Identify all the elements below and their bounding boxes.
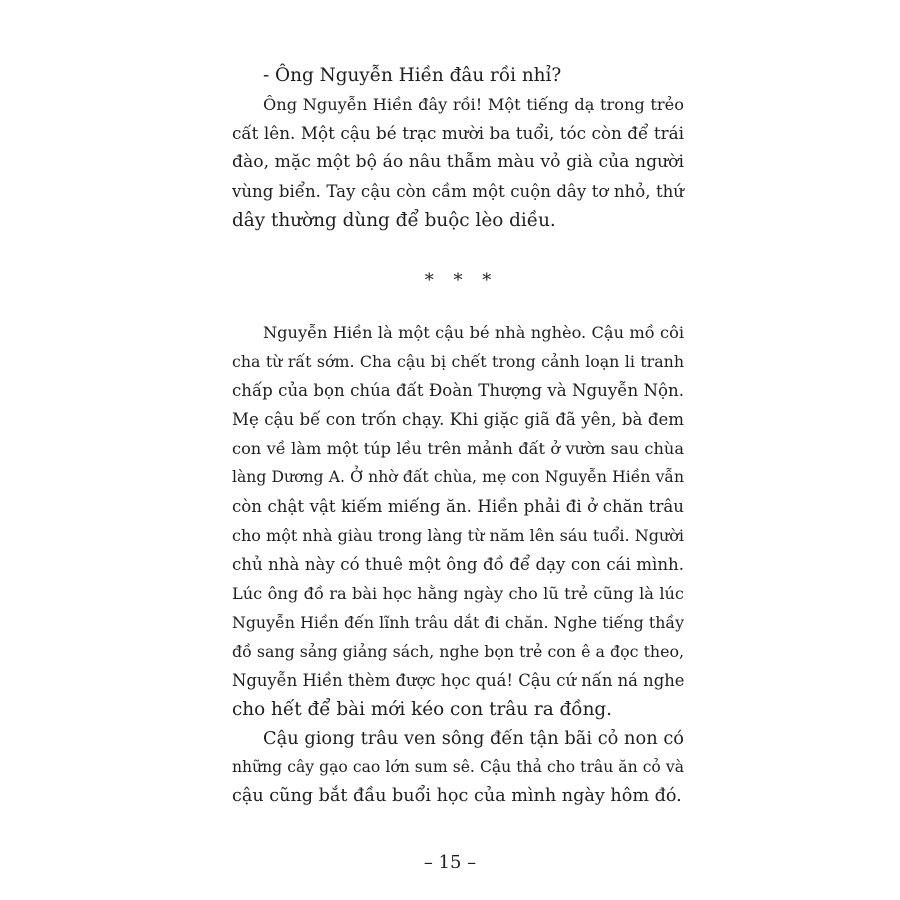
section-separator: * * * xyxy=(424,270,492,291)
text-line: Cậu giong trâu ven sông đến tận bãi cỏ non có xyxy=(263,728,684,749)
text-line: con về làm một túp lều trên mảnh đất ở vườn sau chùa xyxy=(232,439,684,458)
dialogue-line xyxy=(232,61,684,90)
text-line: vùng biển. Tay cậu còn cầm một cuộn dây tơ nhỏ, thứ xyxy=(232,182,684,201)
text-line: cất lên. Một cậu bé trạc mười ba tuổi, tóc còn để trái xyxy=(232,123,684,143)
text-line: Lúc ông đồ ra bài học hằng ngày cho lũ trẻ cũng là lúc xyxy=(232,584,684,603)
text-line: làng Dương A. Ở nhờ đất chùa, mẹ con Nguyễn Hiền vẫn xyxy=(232,468,684,486)
page-number: – 15 – xyxy=(423,852,477,873)
text-line: - Ông Nguyễn Hiền đâu rồi nhỉ? xyxy=(263,65,562,86)
text-line: đào, mặc một bộ áo nâu thẫm màu vỏ già của người xyxy=(232,152,684,172)
text-line: cho hết để bài mới kéo con trâu ra đồng. xyxy=(232,699,613,720)
text-line: cha từ rất sớm. Cha cậu bị chết trong cảnh loạn li tranh xyxy=(232,352,684,371)
text-line: chủ nhà này có thuê một ông đồ để dạy con cái mình. xyxy=(232,555,684,574)
text-line: cậu cũng bắt đầu buổi học của mình ngày hôm đó. xyxy=(232,786,682,806)
text-line: Nguyễn Hiền đến lĩnh trâu dắt đi chăn. Nghe tiếng thầy xyxy=(232,613,684,632)
text-line: những cây gạo cao lớn sum sê. Cậu thả cho trâu ăn cỏ và xyxy=(232,758,684,776)
text-line: Nguyễn Hiền thèm được học quá! Cậu cứ nấn ná nghe xyxy=(232,671,685,690)
text-line: Nguyễn Hiền là một cậu bé nhà nghèo. Cậu mồ côi xyxy=(263,323,684,342)
text-line: cho một nhà giàu trong làng từ năm lên sáu tuổi. Người xyxy=(232,526,684,545)
text-line: Ông Nguyễn Hiền đây rồi! Một tiếng dạ trong trẻo xyxy=(263,95,684,114)
text-line: chấp của bọn chúa đất Đoàn Thượng và Nguyễn Nộn. xyxy=(232,381,684,400)
text-line: dây thường dùng để buộc lèo diều. xyxy=(232,210,556,231)
paragraph-3 xyxy=(232,724,684,811)
text-line: đồ sang sảng giảng sách, nghe bọn trẻ con ê a đọc theo, xyxy=(232,642,684,661)
paragraph-1 xyxy=(232,90,684,235)
paragraph-2 xyxy=(232,318,684,724)
text-line: còn chật vật kiếm miếng ăn. Hiền phải đi ở chăn trâu xyxy=(232,497,684,516)
text-line: Mẹ cậu bế con trốn chạy. Khi giặc giã đã yên, bà đem xyxy=(232,410,684,429)
